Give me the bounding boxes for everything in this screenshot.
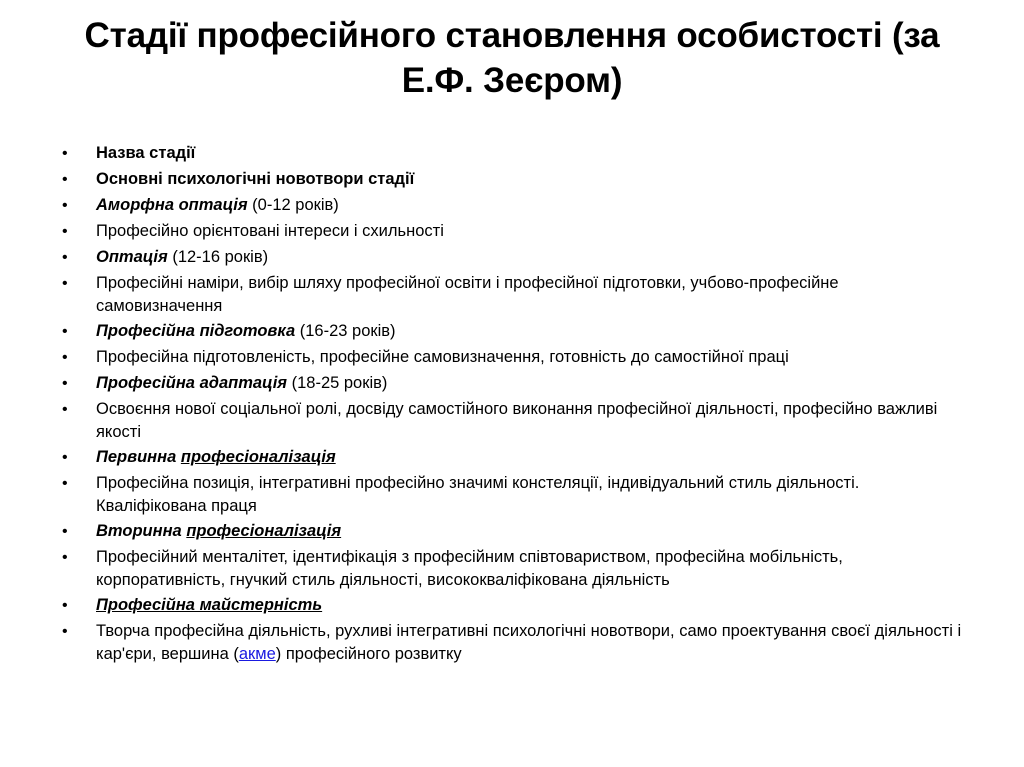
- bullet-marker: •: [62, 322, 68, 340]
- stage-name-underlined: Професійна майстерність: [96, 595, 323, 614]
- list-item: [52, 272, 964, 318]
- list-item-text: Професійно орієнтовані інтереси і схильності: [96, 221, 444, 240]
- list-item: [52, 142, 964, 166]
- stage-name: Аморфна оптація: [96, 195, 248, 214]
- list-item-text-before: Творча професійна діяльність, рухливі інтегративні психологічні новотвори, само проектування своєї діяльності і кар'єри, вершина (: [96, 621, 962, 663]
- list-item: [52, 220, 964, 244]
- list-item-text: Професійна підготовленість, професійне самовизначення, готовність до самостійної праці: [96, 347, 789, 366]
- list-item-text: [96, 620, 964, 666]
- bullet-marker: •: [62, 596, 68, 614]
- bullet-marker: •: [62, 522, 68, 540]
- list-item: [52, 168, 964, 192]
- list-item-text: [96, 372, 964, 395]
- bullet-marker: •: [62, 400, 68, 418]
- list-item-text: [96, 446, 964, 469]
- list-item-text: Назва стадії: [96, 143, 196, 162]
- bullet-marker: •: [62, 170, 68, 188]
- bullet-marker: •: [62, 222, 68, 240]
- bullet-marker: •: [62, 196, 68, 214]
- list-item: [52, 546, 964, 592]
- bullet-marker: •: [62, 144, 68, 162]
- list-item-text: Професійний менталітет, ідентифікація з професійним співтовариством, професійна мобільність, корпоративність, гнучкий стиль діяльності, висококваліфікована діяльність: [96, 547, 843, 589]
- list-item-text-after: ) професійного розвитку: [275, 644, 462, 663]
- stage-name: Первинна: [96, 447, 181, 466]
- list-item: [52, 398, 964, 444]
- list-item: [52, 594, 964, 618]
- list-item: [52, 246, 964, 270]
- stage-age: (0-12 років): [247, 195, 339, 214]
- stage-age: (12-16 років): [167, 247, 269, 266]
- page-title: Стадії професійного становлення особистості (за Е.Ф. Зеєром): [84, 16, 940, 100]
- list-item: [52, 372, 964, 396]
- bullet-marker: •: [62, 548, 68, 566]
- list-item-text: Професійна позиція, інтегративні професійно значимі констеляції, індивідуальний стиль діяльності. Кваліфікована праця: [96, 473, 860, 515]
- list-item: [52, 520, 964, 544]
- list-item-text: [96, 320, 964, 343]
- list-item-text: Освоєння нової соціальної ролі, досвіду самостійного виконання професійної діяльності, професійно важливі якості: [96, 399, 938, 441]
- bullet-marker: •: [62, 474, 68, 492]
- bullet-list: [0, 104, 1024, 666]
- stage-name: Оптація: [96, 247, 168, 266]
- list-item: [52, 194, 964, 218]
- list-item-text: Професійні наміри, вибір шляху професійної освіти і професійної підготовки, учбово-професійне самовизначення: [96, 273, 839, 315]
- stage-name-underlined: професіоналізація: [180, 447, 336, 466]
- list-item: [52, 620, 964, 666]
- stage-name: Вторинна: [96, 521, 187, 540]
- bullet-marker: •: [62, 374, 68, 392]
- list-item-text: [96, 194, 964, 217]
- stage-name-underlined: професіоналізація: [186, 521, 342, 540]
- list-item-text: [96, 246, 964, 269]
- list-item: [52, 472, 964, 518]
- stage-name: Професійна адаптація: [96, 373, 288, 392]
- bullet-marker: •: [62, 348, 68, 366]
- bullet-marker: •: [62, 248, 68, 266]
- bullet-marker: •: [62, 448, 68, 466]
- stage-name: Професійна підготовка: [96, 321, 296, 340]
- stage-age: (16-23 років): [295, 321, 396, 340]
- list-item: [52, 446, 964, 470]
- list-item-text: Основні психологічні новотвори стадії: [96, 169, 415, 188]
- list-item: [52, 320, 964, 344]
- stage-age: (18-25 років): [287, 373, 388, 392]
- bullet-marker: •: [62, 274, 68, 292]
- akme-link[interactable]: акме: [238, 644, 276, 663]
- list-item: [52, 346, 964, 370]
- list-item-text: [96, 520, 964, 543]
- bullet-marker: •: [62, 622, 68, 640]
